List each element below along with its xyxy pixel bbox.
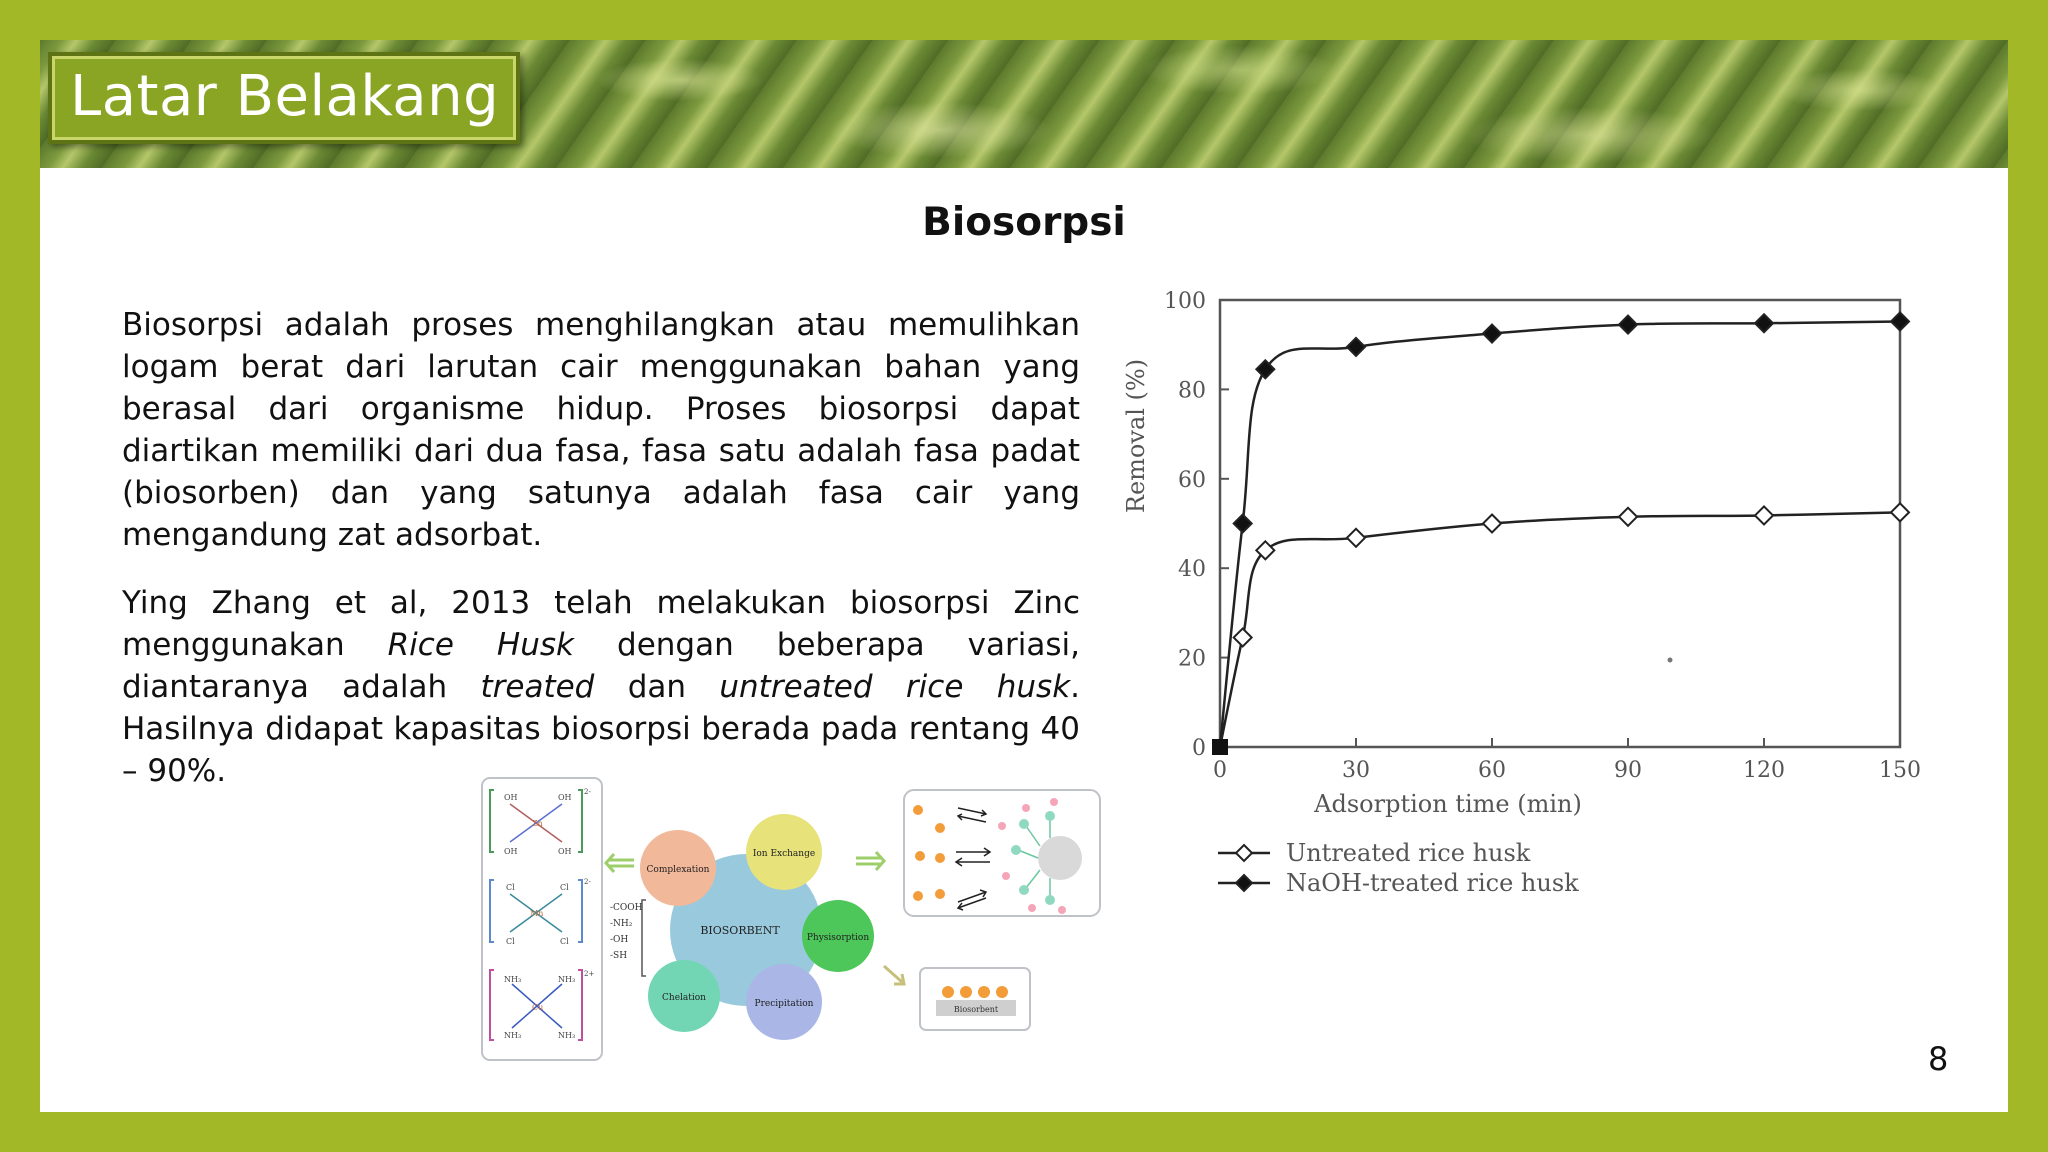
mn-label-metal: Mn	[530, 909, 544, 918]
x-axis-label: Adsorption time (min)	[1314, 790, 1582, 818]
removal-chart	[1110, 276, 2010, 916]
cu-label-metal: Cu	[532, 1003, 544, 1012]
paragraph-study: Ying Zhang et al, 2013 telah melakukan biosorpsi Zinc menggunakan Rice Husk dengan beberapa variasi, diantaranya adalah treated dan untreated rice husk. Hasilnya didapat kapasitas biosorpsi berada pada rentang 40 – 90%.	[122, 585, 1081, 789]
zn-label-oh2: OH	[558, 793, 572, 802]
y-tick-label: 40	[1178, 557, 1206, 583]
center-label: BIOSORBENT	[700, 924, 780, 937]
plot-frame	[1220, 300, 1900, 747]
untreated-data-point	[1234, 628, 1252, 646]
double-arrow-left-icon	[606, 854, 634, 872]
leaf-banner	[40, 40, 2008, 168]
x-tick-label: 0	[1213, 758, 1227, 783]
untreated-data-point	[1347, 529, 1365, 547]
naoh-treated-data-point	[1619, 316, 1637, 334]
legend-label: Untreated rice husk	[1286, 839, 1531, 867]
mn-label-cl1: Cl	[506, 883, 515, 892]
y-tick-label: 80	[1178, 378, 1206, 404]
y-axis-label: Removal (%)	[1122, 358, 1150, 514]
x-tick-label: 120	[1743, 758, 1785, 783]
complexation-label: Complexation	[646, 865, 710, 875]
group-nh2: -NH₂	[610, 919, 633, 929]
zn-label-oh1: OH	[504, 793, 518, 802]
mn-label-cl4: Cl	[560, 937, 569, 946]
untreated-text: untreated rice husk	[719, 669, 1071, 705]
chelation-label: Chelation	[662, 993, 706, 1003]
physisorption-label: Physisorption	[806, 933, 870, 943]
y-tick-label: 0	[1192, 736, 1206, 761]
x-tick-label: 150	[1879, 758, 1921, 783]
group-cooh: -COOH	[610, 903, 643, 913]
naoh-treated-data-point	[1347, 338, 1365, 356]
naoh-treated-series-line	[1220, 321, 1900, 747]
cu-label-nh3: NH₃	[504, 1031, 522, 1040]
zn-label-oh3: OH	[504, 847, 518, 856]
cu-charge: 2+	[584, 970, 595, 978]
chart-legend	[1218, 839, 1579, 897]
zn-label-oh4: OH	[558, 847, 572, 856]
title-box	[48, 52, 520, 144]
naoh-treated-data-point	[1755, 314, 1773, 332]
biosorption-diagram	[470, 770, 1110, 1066]
ion-exchange-label: Ion Exchange	[752, 849, 816, 859]
untreated-data-point	[1755, 506, 1773, 524]
naoh-treated-data-point	[1891, 312, 1909, 330]
legend-filled-diamond-icon	[1236, 875, 1252, 891]
stray-dot	[1668, 658, 1673, 663]
y-tick-label: 60	[1178, 467, 1206, 493]
x-tick-label: 90	[1614, 758, 1642, 783]
cu-label-nh1: NH₃	[504, 975, 522, 984]
rice-husk-text: Rice Husk	[387, 627, 574, 663]
legend-open-diamond-icon	[1236, 845, 1252, 861]
mn-charge: 2-	[584, 878, 591, 886]
untreated-data-point	[1483, 515, 1501, 533]
functional-bracket	[642, 900, 646, 976]
cu-label-nh2: NH₃	[558, 975, 576, 984]
y-tick-label: 20	[1178, 646, 1206, 672]
biosorbent-bar-label: Biosorbent	[953, 1005, 999, 1014]
naoh-treated-data-point	[1483, 325, 1501, 343]
zn-charge: 2-	[584, 788, 591, 796]
adsorbent-particle	[1038, 836, 1082, 880]
mn-label-cl3: Cl	[506, 937, 515, 946]
legend-label: NaOH-treated rice husk	[1286, 869, 1579, 897]
y-tick-label: 100	[1164, 289, 1206, 314]
untreated-series-line	[1220, 512, 1900, 747]
zn-label-metal: Zn	[532, 819, 543, 828]
treated-text: treated	[480, 669, 595, 705]
group-sh: -SH	[610, 951, 628, 961]
paragraph-definition: Biosorpsi adalah proses menghilangkan atau memulihkan logam berat dari larutan cair menggunakan bahan yang berasal dari organisme hidup. Proses biosorpsi dapat diartikan memiliki dari dua fasa, fasa satu adalah fasa padat (biosorben) dan yang satunya adalah fasa cair yang mengandung zat adsorbat.	[122, 307, 1080, 553]
precipitation-label: Precipitation	[754, 999, 814, 1009]
precipitation-box	[920, 968, 1030, 1030]
section-heading: Biosorpsi	[922, 200, 1126, 245]
group-oh: -OH	[610, 935, 629, 945]
x-tick-label: 30	[1342, 758, 1370, 783]
x-tick-label: 60	[1478, 758, 1506, 783]
naoh-treated-data-point	[1234, 515, 1252, 533]
untreated-data-point	[1891, 503, 1909, 521]
origin-point	[1212, 739, 1228, 755]
untreated-data-point	[1619, 508, 1637, 526]
double-arrow-right-icon	[856, 852, 884, 870]
mn-label-cl2: Cl	[560, 883, 569, 892]
cu-label-nh4: NH₃	[558, 1031, 576, 1040]
arrow-down-right-icon	[884, 966, 904, 984]
slide-title: Latar Belakang	[70, 64, 500, 129]
page-number: 8	[1928, 1040, 1949, 1078]
